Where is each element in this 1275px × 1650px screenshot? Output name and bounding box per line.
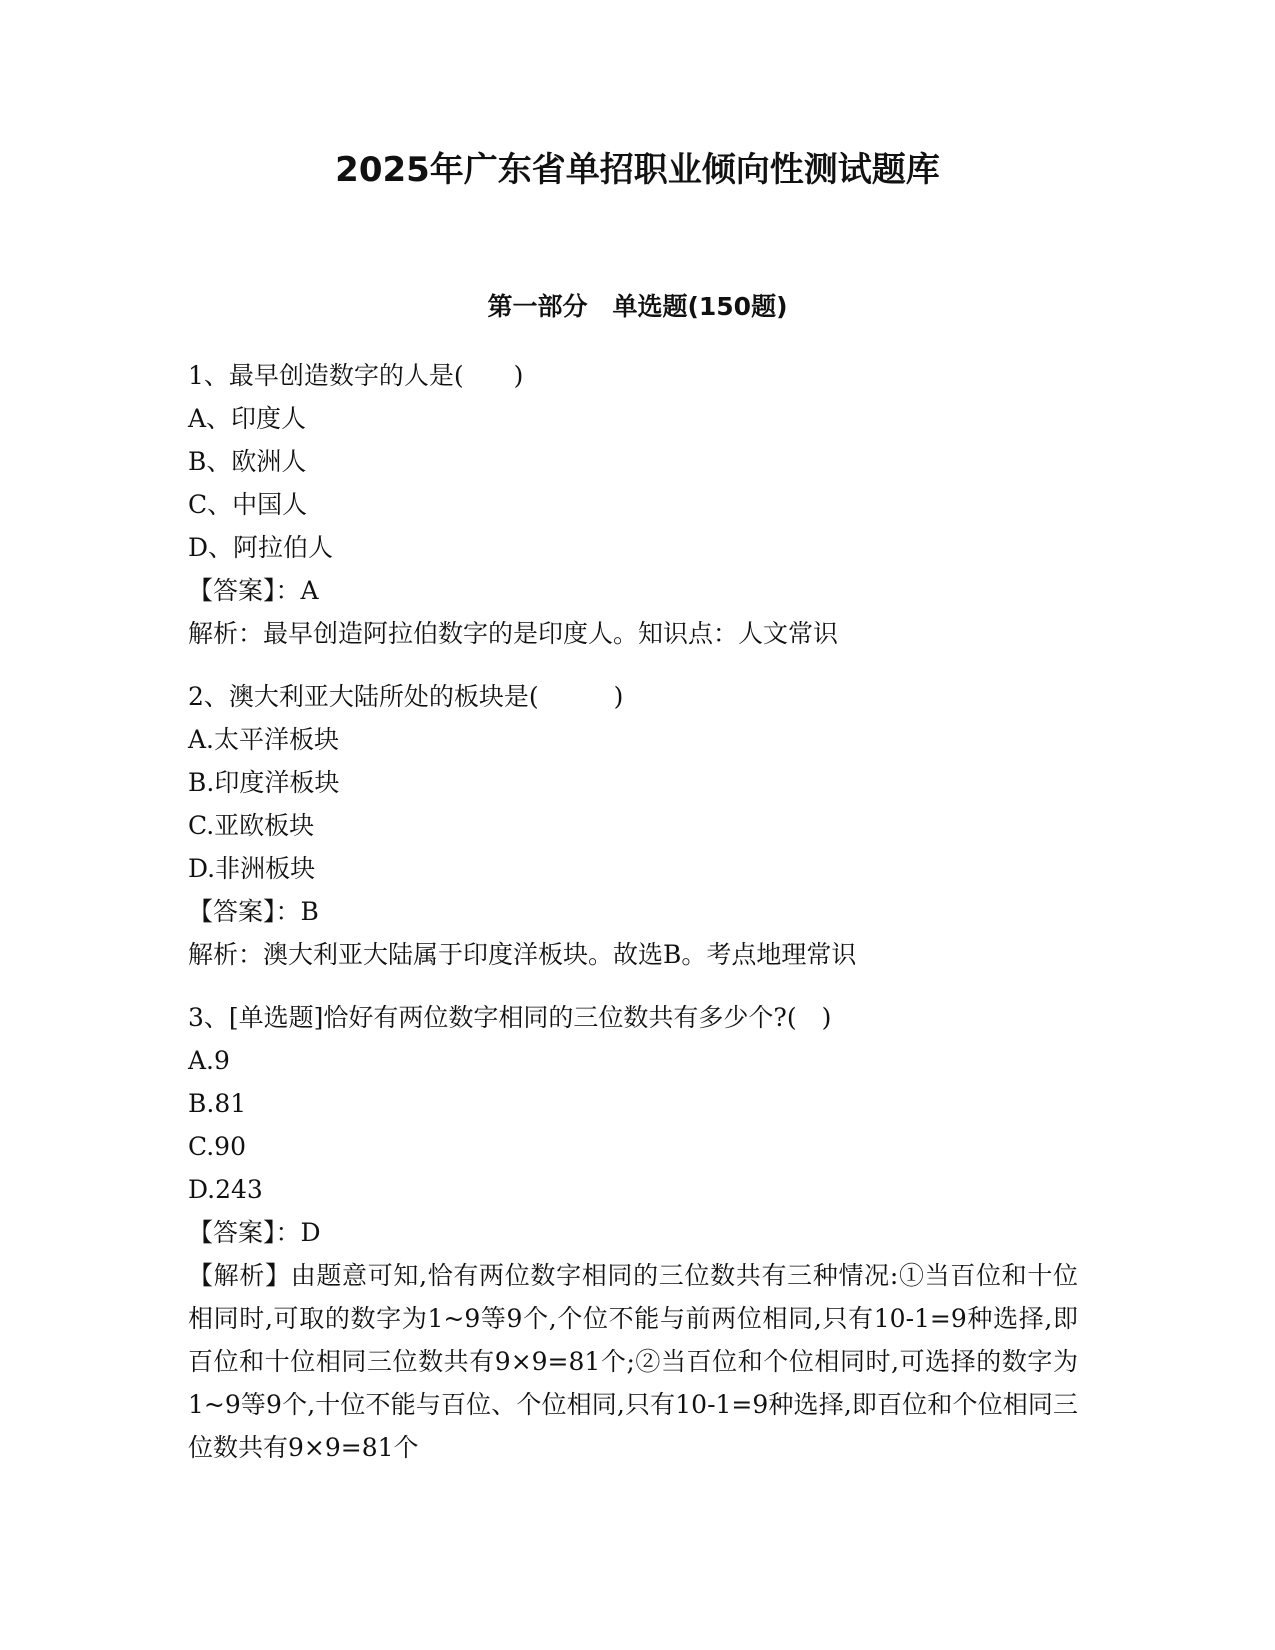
option-c: C、中国人 — [188, 490, 308, 519]
option-d: D.243 — [188, 1175, 263, 1204]
analysis-paragraph: 【解析】由题意可知,恰有两位数字相同的三位数共有三种情况:①当百位和十位相同时,可取的数字为1~9等9个,个位不能与前两位相同,只有10-1=9种选择,即百位和十位相同三位数共有9×9=81个;②当百位和个位相同时,可选择的数字为1~9等9个,十位不能与百位、个位相同,只有10-1=9种选择,即百位和个位相同三位数共有9×9=81个 — [188, 1261, 1078, 1462]
analysis-line: 解析：澳大利亚大陆属于印度洋板块。故选B。考点地理常识 — [188, 940, 857, 969]
question-stem: 3、[单选题]恰好有两位数字相同的三位数共有多少个?( ) — [188, 1003, 832, 1032]
answer-line: 【答案】：B — [188, 897, 319, 926]
answer-line: 【答案】：A — [188, 576, 319, 605]
option-b: B.81 — [188, 1089, 247, 1118]
option-b: B.印度洋板块 — [188, 768, 340, 797]
option-d: D、阿拉伯人 — [188, 533, 334, 562]
analysis-line: 解析：最早创造阿拉伯数字的是印度人。知识点：人文常识 — [188, 619, 839, 648]
question-list — [188, 354, 1078, 1469]
section-title: 第一部分 单选题(150题) — [487, 292, 788, 321]
option-a: A.9 — [188, 1046, 230, 1075]
option-c: C.亚欧板块 — [188, 811, 315, 840]
document-title: 2025年广东省单招职业倾向性测试题库 — [335, 150, 940, 190]
question-stem: 1、最早创造数字的人是( ) — [188, 361, 524, 390]
option-b: B、欧洲人 — [188, 447, 307, 476]
question-stem: 2、澳大利亚大陆所处的板块是( ) — [188, 682, 624, 711]
question-2 — [188, 675, 1078, 976]
option-a: A.太平洋板块 — [188, 725, 340, 754]
option-a: A、印度人 — [188, 404, 307, 433]
answer-line: 【答案】：D — [188, 1218, 321, 1247]
question-1 — [188, 354, 1078, 655]
option-c: C.90 — [188, 1132, 246, 1161]
question-3 — [188, 996, 1078, 1469]
option-d: D.非洲板块 — [188, 854, 316, 883]
